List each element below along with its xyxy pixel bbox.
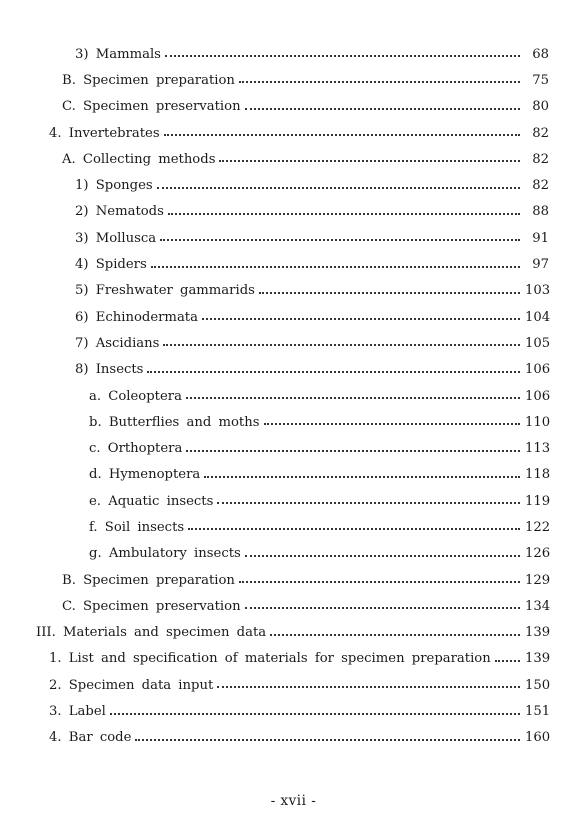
dot-leader	[186, 450, 520, 452]
dot-leader	[245, 555, 520, 557]
toc-entry-title: III. Materials and specimen data	[36, 625, 267, 641]
toc-entry[interactable]	[0, 41, 587, 67]
dot-leader	[147, 371, 520, 373]
toc-entry-title: 4. Bar code	[49, 730, 132, 746]
toc-entry-page-number: 160	[525, 730, 551, 746]
dot-leader	[239, 81, 520, 83]
toc-entry-title: 5) Freshwater gammarids	[75, 283, 255, 299]
toc-entry-page-number: 82	[532, 125, 549, 141]
dot-leader	[135, 739, 520, 741]
toc-entry[interactable]	[0, 330, 587, 356]
toc-entry-title: g. Ambulatory insects	[89, 546, 241, 562]
dot-leader	[217, 686, 520, 688]
toc-entry-page-number: 106	[525, 362, 551, 378]
toc-entry-title: B. Specimen preparation	[62, 72, 235, 88]
toc-entry[interactable]	[0, 646, 587, 672]
toc-entry-page-number: 104	[525, 309, 551, 325]
dot-leader	[259, 292, 520, 294]
toc-entry[interactable]	[0, 278, 587, 304]
dot-leader	[202, 318, 520, 320]
toc-entry-page-number: 126	[525, 546, 551, 562]
dot-leader	[110, 713, 520, 715]
toc-entry[interactable]	[0, 620, 587, 646]
dot-leader	[245, 607, 520, 609]
toc-entry[interactable]	[0, 593, 587, 619]
toc-entry-page-number: 82	[532, 151, 549, 167]
toc-entry-page-number: 97	[532, 257, 549, 273]
toc-entry[interactable]	[0, 488, 587, 514]
toc-entry-page-number: 88	[532, 204, 549, 220]
toc-entry-page-number: 75	[532, 72, 549, 88]
toc-entry-page-number: 139	[525, 651, 551, 667]
toc-entry[interactable]	[0, 199, 587, 225]
toc-entry-page-number: 68	[532, 46, 549, 62]
toc-entry-title: 3) Mammals	[75, 46, 161, 62]
toc-entry[interactable]	[0, 514, 587, 540]
toc-entry[interactable]	[0, 120, 587, 146]
toc-entry[interactable]	[0, 383, 587, 409]
dot-leader	[204, 476, 520, 478]
toc-entry-page-number: 106	[525, 388, 551, 404]
dot-leader	[245, 108, 520, 110]
toc-entry-title: 2) Nematods	[75, 204, 164, 220]
toc-entry[interactable]	[0, 304, 587, 330]
toc-entry-title: C. Specimen preservation	[62, 99, 241, 115]
toc-entry-page-number: 118	[525, 467, 551, 483]
toc-entry-title: C. Specimen preservation	[62, 598, 241, 614]
dot-leader	[168, 213, 520, 215]
toc-entry[interactable]	[0, 357, 587, 383]
toc-entry-page-number: 119	[525, 493, 551, 509]
dot-leader	[239, 581, 520, 583]
toc-entry-page-number: 80	[532, 99, 549, 115]
toc-entry[interactable]	[0, 409, 587, 435]
toc-entry[interactable]	[0, 94, 587, 120]
toc-entry-page-number: 139	[525, 625, 551, 641]
toc-entry[interactable]	[0, 462, 587, 488]
toc-entry-title: 6) Echinodermata	[75, 309, 198, 325]
toc-entry[interactable]	[0, 725, 587, 751]
toc-entry-title: 4) Spiders	[75, 257, 147, 273]
toc-entry-title: 2. Specimen data input	[49, 677, 214, 693]
toc-entry[interactable]	[0, 698, 587, 724]
dot-leader	[219, 160, 520, 162]
toc-entry-page-number: 129	[525, 572, 551, 588]
toc-entry-title: 3) Mollusca	[75, 230, 157, 246]
toc-entry-page-number: 134	[525, 598, 551, 614]
toc-entry-title: 1. List and specification of materials for specimen preparation	[49, 651, 491, 667]
toc-entry[interactable]	[0, 251, 587, 277]
dot-leader	[151, 266, 520, 268]
table-of-contents	[0, 41, 587, 751]
toc-entry-page-number: 103	[525, 283, 551, 299]
toc-entry-page-number: 91	[532, 230, 549, 246]
toc-entry[interactable]	[0, 567, 587, 593]
toc-entry-title: d. Hymenoptera	[89, 467, 201, 483]
toc-entry-title: 7) Ascidians	[75, 335, 160, 351]
dot-leader	[160, 239, 520, 241]
dot-leader	[164, 134, 520, 136]
toc-entry-title: 4. Invertebrates	[49, 125, 160, 141]
toc-entry-title: 3. Label	[49, 704, 106, 720]
toc-entry-title: e. Aquatic insects	[89, 493, 214, 509]
toc-entry-page-number: 151	[525, 704, 551, 720]
toc-entry-page-number: 82	[532, 178, 549, 194]
toc-entry[interactable]	[0, 172, 587, 198]
toc-entry-title: c. Orthoptera	[89, 441, 183, 457]
toc-entry-title: 8) Insects	[75, 362, 144, 378]
toc-entry-page-number: 113	[525, 441, 551, 457]
dot-leader	[157, 187, 520, 189]
toc-entry-page-number: 110	[525, 414, 551, 430]
toc-entry[interactable]	[0, 435, 587, 461]
toc-entry-title: B. Specimen preparation	[62, 572, 235, 588]
toc-entry[interactable]	[0, 67, 587, 93]
dot-leader	[264, 423, 521, 425]
dot-leader	[186, 397, 520, 399]
toc-entry-title: A. Collecting methods	[62, 151, 216, 167]
dot-leader	[163, 344, 520, 346]
dot-leader	[270, 634, 520, 636]
toc-entry[interactable]	[0, 541, 587, 567]
page-number-footer: - xvii -	[270, 793, 317, 809]
dot-leader	[217, 502, 520, 504]
toc-entry-title: 1) Sponges	[75, 178, 153, 194]
toc-entry-title: b. Butterflies and moths	[89, 414, 260, 430]
dot-leader	[165, 55, 520, 57]
toc-entry-page-number: 105	[525, 335, 551, 351]
toc-entry-page-number: 150	[525, 677, 551, 693]
toc-entry-title: f. Soil insects	[89, 519, 185, 535]
toc-entry[interactable]	[0, 146, 587, 172]
toc-entry-page-number: 122	[525, 519, 551, 535]
dot-leader	[495, 660, 520, 662]
dot-leader	[188, 528, 520, 530]
toc-entry[interactable]	[0, 225, 587, 251]
toc-entry[interactable]	[0, 672, 587, 698]
toc-entry-title: a. Coleoptera	[89, 388, 182, 404]
